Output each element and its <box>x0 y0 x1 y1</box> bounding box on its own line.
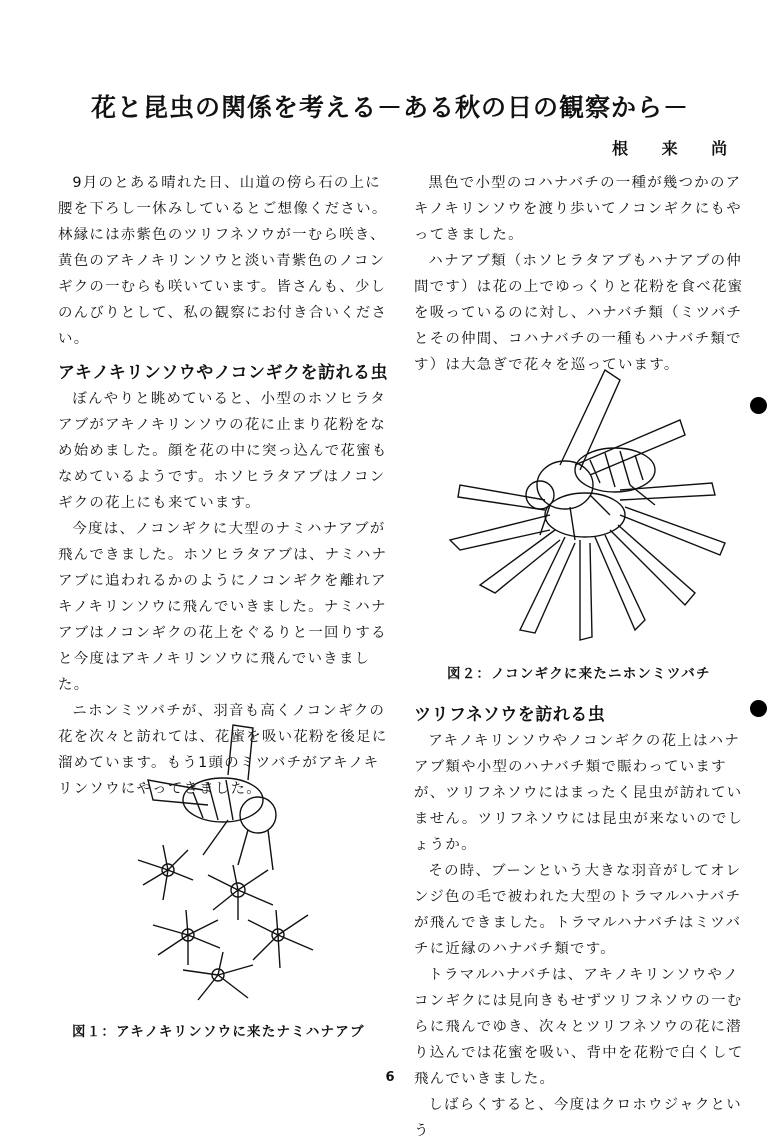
left-column <box>58 170 388 802</box>
aster-petals <box>450 483 725 640</box>
paragraph: アキノキリンソウやノコンギクの花上はハナアブ類や小型のハナバチ類で賑わっていますが、ツリフネソウにはまったく昆虫が訪れていません。ツリフネソウには昆虫が来ないのでしょうか。 <box>414 733 744 853</box>
goldenrod-flowers <box>138 845 313 1000</box>
paragraph: ぼんやりと眺めていると、小型のホソヒラタアブがアキノキリンソウの花に止まり花粉をなめ始めました。顔を花の中に突っ込んで花蜜もなめているようです。ホソヒラタアブはノコンギクの花上にも来ています。 <box>58 391 388 511</box>
paragraph: ハナアブ類（ホソヒラタアブもハナアブの仲間です）は花の上でゆっくりと花粉を食べ花蜜を吸っているのに対し、ハナバチ類（ミツバチとその仲間、コハナバチの一種もハナバチ類です）は大急ぎで花々を巡っています。 <box>414 253 744 373</box>
figure-1-caption: 図１：アキノキリンソウに来たナミハナアブ <box>72 1024 365 1040</box>
figure-2-caption: 図２：ノコンギクに来たニホンミツバチ <box>447 666 711 682</box>
section-heading-1: アキノキリンソウやノコンギクを訪れる虫 <box>58 363 388 383</box>
dronefly <box>148 725 276 870</box>
paragraph: 今度は、ノコンギクに大型のナミハナアブが飛んできました。ホソヒラタアブは、ナミハナアブに追われるかのようにノコンギクを離れアキノキリンソウに飛んでいきました。ナミハナアブはノコンギクの花上をぐるりと一回りすると今度はアキノキリンソウに飛んでいきました。 <box>58 521 388 693</box>
paragraph: ニホンミツバチが、羽音も高くノコンギクの花を次々と訪れては、花蜜を吸い花粉を後足に溜めています。もう1頭のミツバチがアキノキリンソウにやってきました。 <box>58 703 388 797</box>
paragraph: しばらくすると、今度はクロホウジャクという <box>414 1097 742 1139</box>
figure-1-dronefly-illustration <box>108 720 348 1005</box>
figure-2-honeybee-illustration <box>440 365 740 645</box>
section-heading-2: ツリフネソウを訪れる虫 <box>414 705 606 725</box>
binder-hole-bottom <box>750 700 767 717</box>
paragraph: 黒色で小型のコハナバチの一種が幾つかのアキノキリンソウを渡り歩いてノコンギクにもやってきました。 <box>414 175 742 243</box>
right-column-top <box>414 170 744 378</box>
binder-hole-top <box>750 397 767 414</box>
paragraph: その時、ブーンという大きな羽音がしてオレンジ色の毛で被われた大型のトラマルハナバチが飛んできました。トラマルハナバチはミツバチに近縁のハナバチ類です。 <box>414 863 742 957</box>
page-title: 花と昆虫の関係を考える－ある秋の日の観察から－ <box>90 93 689 122</box>
author-name: 根 来 尚 <box>612 139 742 158</box>
page-number: 6 <box>385 1070 395 1085</box>
paragraph: トラマルハナバチは、アキノキリンソウやノコンギクには見向きもせずツリフネソウの一むらに飛んでゆき、次々とツリフネソウの花に潜り込んでは花蜜を吸い、背中を花粉で白くして飛んでいきました。 <box>414 967 744 1087</box>
intro-paragraph: 9月のとある晴れた日、山道の傍ら石の上に腰を下ろし一休みしているとご想像ください。林縁には赤紫色のツリフネソウが一むら咲き、黄色のアキノキリンソウと淡い青紫色のノコンギクの一むらも咲いています。皆さんも、少しのんびりとして、私の観察にお付き合いください。 <box>58 175 388 347</box>
